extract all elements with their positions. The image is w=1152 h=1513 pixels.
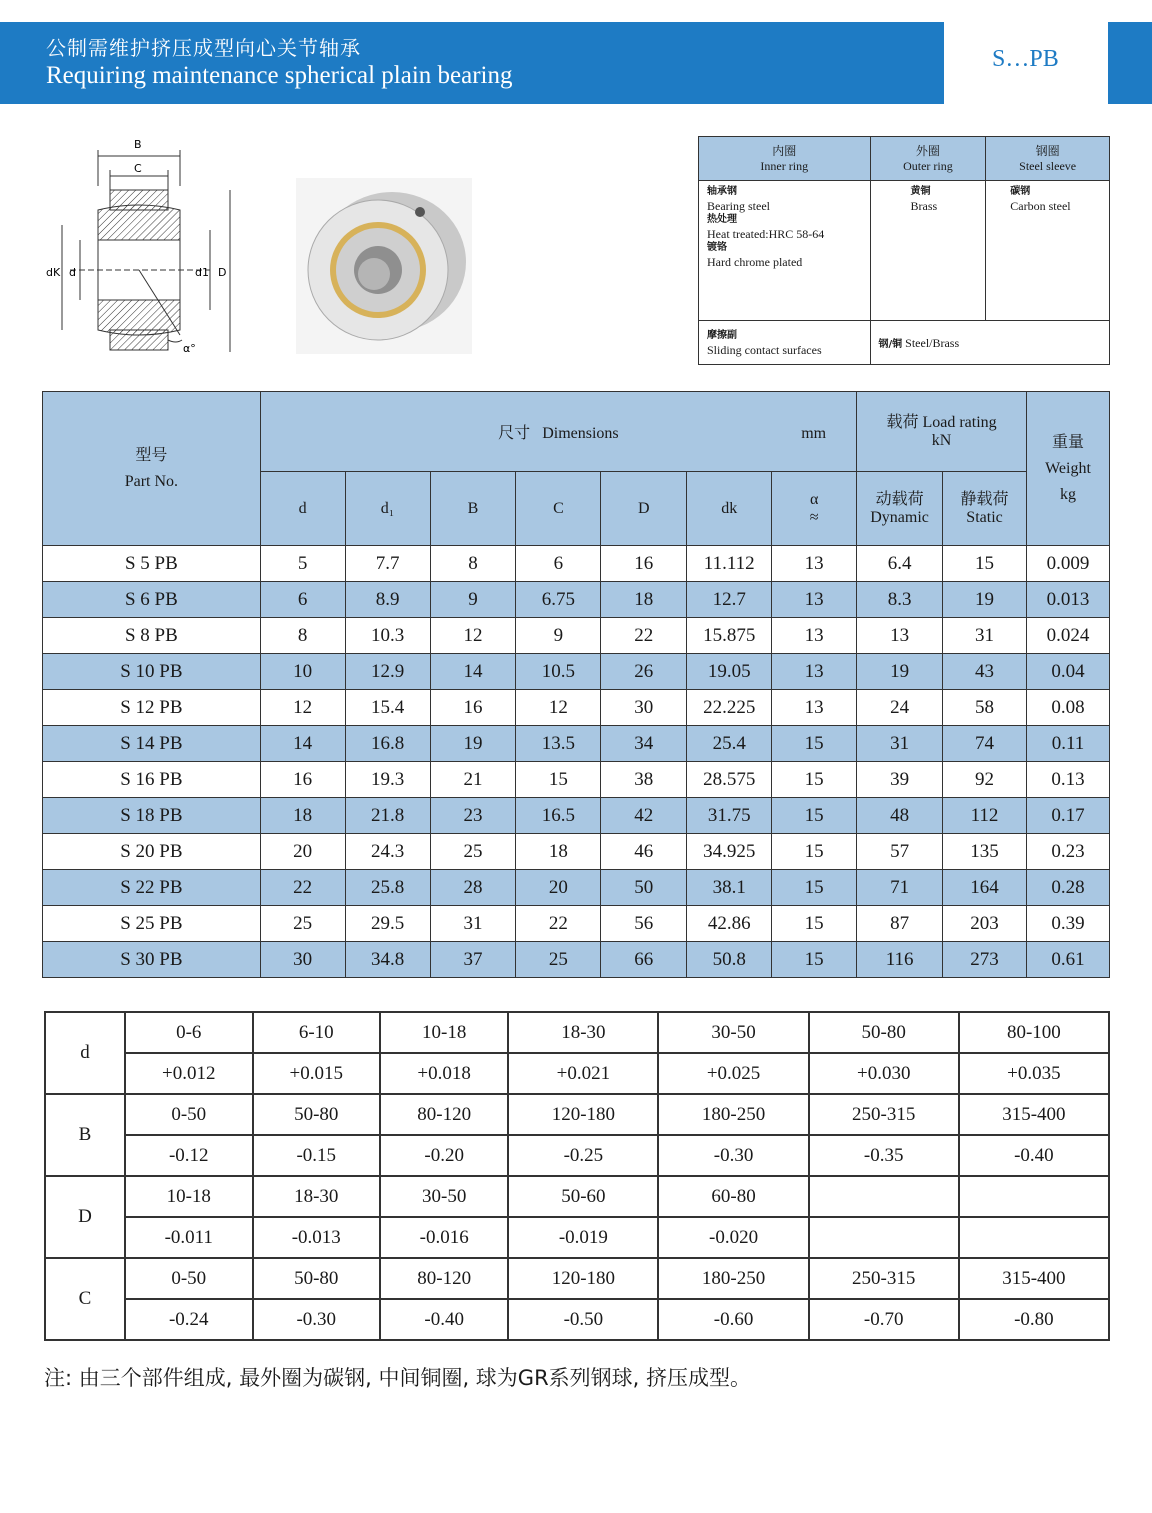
tolerance-range-cell: 10-18: [380, 1012, 508, 1053]
header-load-unit: kN: [931, 431, 952, 449]
part-number-cell: S 8 PB: [43, 618, 261, 654]
table-cell: 18: [601, 582, 687, 618]
table-cell: 9: [430, 582, 516, 618]
table-cell: 12: [260, 690, 345, 726]
table-cell: 19.05: [687, 654, 772, 690]
tolerance-row: [45, 1258, 1109, 1299]
table-cell: 0.08: [1026, 690, 1109, 726]
tolerance-row: [45, 1012, 1109, 1053]
tolerance-row: [45, 1217, 1109, 1258]
table-cell: 24.3: [345, 834, 430, 870]
label-d1: d1: [195, 266, 209, 279]
part-number-cell: S 18 PB: [43, 798, 261, 834]
table-cell: 18: [516, 834, 601, 870]
tolerance-row: [45, 1094, 1109, 1135]
table-cell: 22: [260, 870, 345, 906]
label-dk: dK: [46, 266, 61, 279]
tolerance-range-cell: 180-250: [658, 1094, 808, 1135]
table-cell: 13: [772, 582, 857, 618]
tolerance-value-cell: -0.40: [959, 1135, 1109, 1176]
table-cell: 28: [430, 870, 516, 906]
tolerance-range-cell: 0-50: [125, 1094, 253, 1135]
mat-header-sleeve-en: Steel sleeve: [1019, 158, 1077, 173]
table-row: [43, 798, 1110, 834]
table-cell: 8.9: [345, 582, 430, 618]
table-cell: 10.5: [516, 654, 601, 690]
mat-header-outer: [870, 137, 986, 181]
table-cell: 9: [516, 618, 601, 654]
table-row: [43, 762, 1110, 798]
table-cell: 25: [260, 906, 345, 942]
tolerance-table: [44, 1011, 1110, 1341]
part-number-cell: S 16 PB: [43, 762, 261, 798]
col-static: [943, 472, 1027, 546]
tolerance-value-cell: -0.15: [253, 1135, 381, 1176]
mat-outer-en: Brass: [910, 199, 938, 213]
table-cell: 13: [772, 546, 857, 582]
mat-inner-l2-en: Heat treated:HRC 58-64: [707, 227, 825, 241]
table-cell: 46: [601, 834, 687, 870]
col-alpha-approx: ≈: [809, 508, 819, 526]
table-cell: 38: [601, 762, 687, 798]
table-cell: 19: [857, 654, 943, 690]
header-part-no: [43, 392, 261, 546]
header-dimensions: [260, 392, 856, 472]
table-row: [43, 834, 1110, 870]
tolerance-value-cell: -0.70: [809, 1299, 959, 1340]
tolerance-label: d: [45, 1012, 125, 1094]
col-static-en: Static: [966, 508, 1003, 526]
table-cell: 29.5: [345, 906, 430, 942]
bearing-photo: [296, 178, 472, 354]
table-cell: 15.875: [687, 618, 772, 654]
table-cell: 0.17: [1026, 798, 1109, 834]
col-alpha-symbol: α: [809, 490, 819, 508]
table-row: [43, 726, 1110, 762]
tolerance-value-cell: +0.012: [125, 1053, 253, 1094]
mat-sliding-value-en: Steel/Brass: [905, 335, 960, 350]
table-cell: 273: [943, 942, 1027, 978]
table-cell: 13: [857, 618, 943, 654]
mat-header-inner: [699, 137, 871, 181]
tolerance-range-cell: 250-315: [809, 1258, 959, 1299]
mat-header-inner-cn: 内圈: [772, 143, 797, 158]
table-cell: 14: [260, 726, 345, 762]
table-cell: 20: [516, 870, 601, 906]
tolerance-value-cell: -0.013: [253, 1217, 381, 1258]
table-cell: 10: [260, 654, 345, 690]
table-cell: 116: [857, 942, 943, 978]
tolerance-range-cell: 80-120: [380, 1258, 508, 1299]
table-cell: 23: [430, 798, 516, 834]
table-row: [43, 546, 1110, 582]
table-cell: 7.7: [345, 546, 430, 582]
table-cell: 6: [516, 546, 601, 582]
tolerance-label: B: [45, 1094, 125, 1176]
mat-inner-l3-cn: 镀铬: [707, 242, 727, 253]
part-number-cell: S 20 PB: [43, 834, 261, 870]
table-cell: 87: [857, 906, 943, 942]
tolerance-label: D: [45, 1176, 125, 1258]
tolerance-value-cell: -0.020: [658, 1217, 808, 1258]
series-code: S…PB: [992, 46, 1059, 72]
table-cell: 13: [772, 618, 857, 654]
table-cell: 0.11: [1026, 726, 1109, 762]
table-cell: 13: [772, 654, 857, 690]
tolerance-value-cell: -0.25: [508, 1135, 658, 1176]
table-cell: 22: [516, 906, 601, 942]
header-weight: [1026, 392, 1109, 546]
table-cell: 15: [772, 798, 857, 834]
tolerance-range-cell: 50-80: [809, 1012, 959, 1053]
table-cell: 12.9: [345, 654, 430, 690]
tolerance-value-cell: -0.20: [380, 1135, 508, 1176]
tolerance-row: [45, 1053, 1109, 1094]
mat-header-outer-en: Outer ring: [903, 158, 953, 173]
col-D: D: [601, 472, 687, 546]
tolerance-range-cell: 80-100: [959, 1012, 1109, 1053]
col-C: C: [516, 472, 601, 546]
table-cell: 24: [857, 690, 943, 726]
table-cell: 16.5: [516, 798, 601, 834]
table-cell: 25.4: [687, 726, 772, 762]
tolerance-value-cell: -0.016: [380, 1217, 508, 1258]
tolerance-value-cell: +0.021: [508, 1053, 658, 1094]
table-cell: 31: [430, 906, 516, 942]
table-cell: 74: [943, 726, 1027, 762]
table-cell: 25: [430, 834, 516, 870]
table-cell: 12: [430, 618, 516, 654]
table-cell: 25.8: [345, 870, 430, 906]
part-number-cell: S 5 PB: [43, 546, 261, 582]
table-cell: 34.8: [345, 942, 430, 978]
tolerance-range-cell: [959, 1176, 1109, 1217]
mat-sliding-cn: 摩擦副: [707, 329, 737, 341]
mat-outer-cn: 黄铜: [910, 186, 931, 197]
table-cell: 16: [430, 690, 516, 726]
table-cell: 37: [430, 942, 516, 978]
tolerance-value-cell: [959, 1217, 1109, 1258]
table-cell: 14: [430, 654, 516, 690]
table-cell: 58: [943, 690, 1027, 726]
table-row: [43, 618, 1110, 654]
part-number-cell: S 22 PB: [43, 870, 261, 906]
table-cell: 31.75: [687, 798, 772, 834]
table-cell: 6: [260, 582, 345, 618]
col-B: B: [430, 472, 516, 546]
tolerance-value-cell: +0.015: [253, 1053, 381, 1094]
col-dynamic-cn: 动载荷: [875, 490, 924, 508]
tolerance-range-cell: 0-6: [125, 1012, 253, 1053]
table-row: [43, 582, 1110, 618]
tolerance-range-cell: 80-120: [380, 1094, 508, 1135]
table-cell: 42.86: [687, 906, 772, 942]
table-cell: 30: [601, 690, 687, 726]
table-cell: 11.112: [687, 546, 772, 582]
table-row: [43, 690, 1110, 726]
header-weight-en: Weight: [1045, 459, 1091, 477]
tolerance-value-cell: -0.35: [809, 1135, 959, 1176]
table-cell: 6.75: [516, 582, 601, 618]
label-alpha: α°: [183, 342, 196, 355]
table-cell: 16.8: [345, 726, 430, 762]
mat-inner-l2-cn: 热处理: [707, 214, 737, 225]
table-cell: 15: [772, 726, 857, 762]
tolerance-row: [45, 1176, 1109, 1217]
table-cell: 34: [601, 726, 687, 762]
col-d: d: [260, 472, 345, 546]
table-cell: 34.925: [687, 834, 772, 870]
col-dk: dk: [687, 472, 772, 546]
header-part-no-cn: 型号: [135, 446, 168, 464]
table-row: [43, 906, 1110, 942]
table-cell: 48: [857, 798, 943, 834]
table-cell: 20: [260, 834, 345, 870]
table-cell: 18: [260, 798, 345, 834]
tolerance-range-cell: 315-400: [959, 1258, 1109, 1299]
mat-sliding-value: [870, 321, 1110, 365]
mat-inner-l1-cn: 轴承钢: [707, 186, 737, 197]
header-load-cn: 载荷: [886, 413, 919, 431]
table-cell: 112: [943, 798, 1027, 834]
tolerance-range-cell: 120-180: [508, 1258, 658, 1299]
tolerance-value-cell: -0.30: [253, 1299, 381, 1340]
table-cell: 26: [601, 654, 687, 690]
mat-sleeve-cell: [986, 181, 1110, 321]
table-cell: 13: [772, 690, 857, 726]
table-cell: 21: [430, 762, 516, 798]
tolerance-range-cell: 10-18: [125, 1176, 253, 1217]
table-cell: 28.575: [687, 762, 772, 798]
table-cell: 13.5: [516, 726, 601, 762]
table-cell: 12.7: [687, 582, 772, 618]
table-cell: 25: [516, 942, 601, 978]
table-cell: 15: [772, 942, 857, 978]
table-cell: 15: [772, 834, 857, 870]
mat-header-outer-cn: 外圈: [915, 143, 940, 158]
table-cell: 15: [516, 762, 601, 798]
header-dimensions-cn: 尺寸: [498, 425, 531, 442]
tolerance-range-cell: 18-30: [508, 1012, 658, 1053]
table-cell: 16: [260, 762, 345, 798]
col-dynamic-en: Dynamic: [870, 508, 929, 526]
header-dimensions-unit: mm: [801, 425, 827, 442]
table-cell: 30: [260, 942, 345, 978]
label-D: D: [218, 266, 227, 279]
mat-sleeve-en: Carbon steel: [1010, 199, 1071, 213]
part-number-cell: S 6 PB: [43, 582, 261, 618]
mat-sliding-label: [699, 321, 871, 365]
table-cell: 0.009: [1026, 546, 1109, 582]
part-number-cell: S 14 PB: [43, 726, 261, 762]
label-d: d: [69, 266, 76, 279]
mat-sliding-value-cn: 钢/铜: [878, 338, 903, 350]
table-row: [43, 942, 1110, 978]
table-cell: 6.4: [857, 546, 943, 582]
table-cell: 92: [943, 762, 1027, 798]
label-B: B: [134, 138, 142, 151]
table-cell: 16: [601, 546, 687, 582]
tolerance-range-cell: [809, 1176, 959, 1217]
part-number-cell: S 10 PB: [43, 654, 261, 690]
part-number-cell: S 12 PB: [43, 690, 261, 726]
table-cell: 19.3: [345, 762, 430, 798]
tolerance-range-cell: 315-400: [959, 1094, 1109, 1135]
table-cell: 22: [601, 618, 687, 654]
part-number-cell: S 30 PB: [43, 942, 261, 978]
table-cell: 19: [943, 582, 1027, 618]
table-cell: 50.8: [687, 942, 772, 978]
table-cell: 8: [430, 546, 516, 582]
tolerance-range-cell: 180-250: [658, 1258, 808, 1299]
col-dynamic: [857, 472, 943, 546]
tolerance-range-cell: 50-80: [253, 1258, 381, 1299]
tolerance-value-cell: -0.12: [125, 1135, 253, 1176]
table-cell: 56: [601, 906, 687, 942]
bearing-technical-drawing: [40, 130, 250, 370]
table-cell: 164: [943, 870, 1027, 906]
tolerance-value-cell: [809, 1217, 959, 1258]
tolerance-row: [45, 1135, 1109, 1176]
tolerance-range-cell: 30-50: [658, 1012, 808, 1053]
table-cell: 15: [772, 870, 857, 906]
table-cell: 31: [943, 618, 1027, 654]
tolerance-value-cell: -0.019: [508, 1217, 658, 1258]
title-english: Requiring maintenance spherical plain bearing: [46, 62, 513, 89]
table-cell: 15: [772, 906, 857, 942]
header-load-rating: [857, 392, 1027, 472]
tolerance-value-cell: +0.035: [959, 1053, 1109, 1094]
title-chinese: 公制需维护挤压成型向心关节轴承: [46, 36, 361, 60]
tolerance-range-cell: 50-60: [508, 1176, 658, 1217]
table-cell: 0.013: [1026, 582, 1109, 618]
table-cell: 0.23: [1026, 834, 1109, 870]
header-part-no-en: Part No.: [124, 472, 179, 490]
table-cell: 57: [857, 834, 943, 870]
mat-sleeve-cn: 碳钢: [1010, 186, 1031, 197]
header-dimensions-en: Dimensions: [542, 425, 619, 442]
part-number-cell: S 25 PB: [43, 906, 261, 942]
table-cell: 8.3: [857, 582, 943, 618]
mat-inner-l3-en: Hard chrome plated: [707, 255, 803, 269]
tolerance-value-cell: -0.30: [658, 1135, 808, 1176]
header-load-en: Load rating: [922, 413, 997, 431]
mat-sliding-en: Sliding contact surfaces: [707, 342, 822, 357]
tolerance-range-cell: 18-30: [253, 1176, 381, 1217]
label-C: C: [134, 162, 142, 175]
header-weight-unit: kg: [1059, 485, 1076, 503]
tolerance-range-cell: 50-80: [253, 1094, 381, 1135]
col-static-cn: 静载荷: [960, 490, 1009, 508]
col-alpha: [772, 472, 857, 546]
table-cell: 10.3: [345, 618, 430, 654]
dimensions-table: [42, 391, 1110, 978]
materials-table: [698, 136, 1110, 365]
tolerance-range-cell: 6-10: [253, 1012, 381, 1053]
table-row: [43, 870, 1110, 906]
table-row: [43, 654, 1110, 690]
table-cell: 42: [601, 798, 687, 834]
tolerance-value-cell: -0.40: [380, 1299, 508, 1340]
table-cell: 15.4: [345, 690, 430, 726]
tolerance-value-cell: -0.80: [959, 1299, 1109, 1340]
tolerance-value-cell: +0.030: [809, 1053, 959, 1094]
table-cell: 0.61: [1026, 942, 1109, 978]
table-cell: 22.225: [687, 690, 772, 726]
table-cell: 39: [857, 762, 943, 798]
table-cell: 21.8: [345, 798, 430, 834]
table-cell: 43: [943, 654, 1027, 690]
tolerance-value-cell: -0.60: [658, 1299, 808, 1340]
tolerance-range-cell: 250-315: [809, 1094, 959, 1135]
mat-inner-l1-en: Bearing steel: [707, 199, 770, 213]
tolerance-value-cell: +0.025: [658, 1053, 808, 1094]
mat-outer-cell: [870, 181, 986, 321]
tolerance-value-cell: -0.011: [125, 1217, 253, 1258]
mat-header-sleeve: [986, 137, 1110, 181]
table-cell: 15: [772, 762, 857, 798]
table-cell: 0.39: [1026, 906, 1109, 942]
mat-inner-cell: [699, 181, 871, 321]
table-cell: 71: [857, 870, 943, 906]
header-tab: [1108, 22, 1152, 104]
table-cell: 0.04: [1026, 654, 1109, 690]
header-weight-cn: 重量: [1051, 433, 1084, 451]
table-cell: 31: [857, 726, 943, 762]
table-cell: 0.28: [1026, 870, 1109, 906]
footnote: 注: 由三个部件组成, 最外圈为碳钢, 中间铜圈, 球为GR系列钢球, 挤压成型。: [44, 1366, 752, 1390]
tolerance-range-cell: 0-50: [125, 1258, 253, 1299]
table-cell: 5: [260, 546, 345, 582]
table-cell: 50: [601, 870, 687, 906]
table-cell: 203: [943, 906, 1027, 942]
table-cell: 12: [516, 690, 601, 726]
tolerance-value-cell: -0.50: [508, 1299, 658, 1340]
table-cell: 38.1: [687, 870, 772, 906]
mat-header-inner-en: Inner ring: [760, 158, 809, 173]
table-cell: 19: [430, 726, 516, 762]
tolerance-row: [45, 1299, 1109, 1340]
table-cell: 15: [943, 546, 1027, 582]
tolerance-range-cell: 120-180: [508, 1094, 658, 1135]
tolerance-value-cell: +0.018: [380, 1053, 508, 1094]
mat-header-sleeve-cn: 钢圈: [1035, 143, 1060, 158]
col-d1: d₁: [345, 472, 430, 546]
table-cell: 135: [943, 834, 1027, 870]
tolerance-value-cell: -0.24: [125, 1299, 253, 1340]
table-cell: 66: [601, 942, 687, 978]
table-cell: 8: [260, 618, 345, 654]
tolerance-range-cell: 30-50: [380, 1176, 508, 1217]
table-cell: 0.024: [1026, 618, 1109, 654]
tolerance-range-cell: 60-80: [658, 1176, 808, 1217]
tolerance-label: C: [45, 1258, 125, 1340]
table-cell: 0.13: [1026, 762, 1109, 798]
